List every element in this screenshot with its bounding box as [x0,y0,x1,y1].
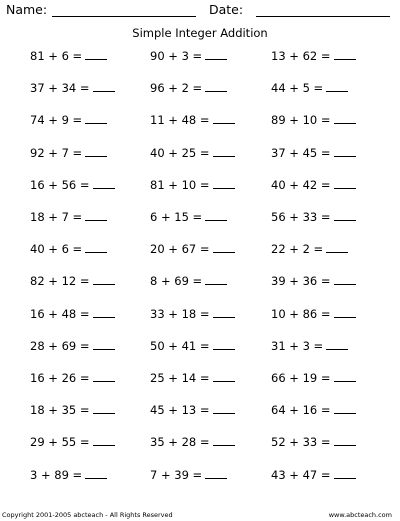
problem-text: 29 + 55 = [30,435,90,450]
problem [150,371,235,385]
answer-blank[interactable] [205,468,227,479]
answer-blank[interactable] [93,81,115,92]
answer-blank[interactable] [85,49,107,60]
problem [150,242,235,256]
answer-blank[interactable] [213,339,235,350]
problem [271,113,356,127]
problem-row [0,339,400,357]
problem [271,49,356,63]
problem [30,339,115,353]
answer-blank[interactable] [213,435,235,446]
answer-blank[interactable] [85,146,107,157]
answer-blank[interactable] [334,146,356,157]
problem-text: 25 + 14 = [150,371,210,385]
problem-text: 45 + 13 = [150,403,210,418]
problem-text: 37 + 45 = [271,145,331,160]
copyright-text: Copyright 2001-2005 abcteach - All Rights Reserved [2,511,173,519]
problem-text: 92 + 7 = [30,145,83,160]
site-url: www.abcteach.com [328,511,392,519]
problem [150,403,235,417]
problem-text: 37 + 34 = [30,81,90,96]
answer-blank[interactable] [334,178,356,189]
answer-blank[interactable] [334,468,356,479]
problem [30,81,115,95]
worksheet-title: Simple Integer Addition [132,26,268,40]
problem [271,81,348,95]
problem-text: 43 + 47 = [271,467,331,482]
problem-row [0,178,400,196]
problem-text: 6 + 15 = [150,210,203,224]
problem [30,307,115,321]
problem-row [0,242,400,260]
answer-blank[interactable] [334,435,356,446]
problem [30,146,107,160]
problem-text: 33 + 18 = [150,306,210,321]
problem-text: 40 + 25 = [150,145,210,160]
problem [150,210,227,224]
problem-text: 50 + 41 = [150,338,210,353]
problem [30,242,107,256]
answer-blank[interactable] [93,178,115,189]
answer-blank[interactable] [326,339,348,350]
date-label: Date: [209,2,244,17]
problem-text: 16 + 48 = [30,306,90,321]
answer-blank[interactable] [213,403,235,414]
header [6,2,394,20]
problem-text: 35 + 28 = [150,435,210,450]
problem [271,468,356,482]
problem-text: 10 + 86 = [271,306,331,321]
problem-row [0,371,400,389]
problem [271,435,356,449]
answer-blank[interactable] [213,146,235,157]
problem-text: 56 + 33 = [271,210,331,224]
answer-blank[interactable] [205,49,227,60]
problem [150,274,227,288]
problem-text: 18 + 7 = [30,210,83,224]
answer-blank[interactable] [85,113,107,124]
answer-blank[interactable] [334,371,356,382]
answer-blank[interactable] [93,403,115,414]
problem-row [0,307,400,325]
problem-text: 81 + 10 = [150,177,210,192]
answer-blank[interactable] [213,178,235,189]
problem [30,274,115,288]
problem [150,178,235,192]
problem [150,113,235,127]
problem-row [0,146,400,164]
problem-row [0,403,400,421]
problem [150,49,227,63]
problem [150,468,227,482]
answer-blank[interactable] [93,307,115,318]
answer-blank[interactable] [334,49,356,60]
problem-text: 20 + 67 = [150,242,210,257]
problem-row [0,49,400,67]
problem-text: 74 + 9 = [30,113,83,128]
name-label: Name: [6,2,48,17]
problem [150,307,235,321]
problem-text: 40 + 6 = [30,242,83,257]
answer-blank[interactable] [93,371,115,382]
problem-text: 82 + 12 = [30,274,90,289]
problem-text: 52 + 33 = [271,435,331,450]
problem-text: 64 + 16 = [271,403,331,418]
problem-text: 81 + 6 = [30,49,83,63]
problem-text: 3 + 89 = [30,467,83,482]
answer-blank[interactable] [85,468,107,479]
problem-row [0,435,400,453]
answer-blank[interactable] [93,274,115,285]
date-line[interactable] [256,16,390,17]
problem [30,435,115,449]
problem [150,339,235,353]
answer-blank[interactable] [334,307,356,318]
problem [30,113,107,127]
problem [30,178,115,192]
problem-text: 8 + 69 = [150,274,203,289]
answer-blank[interactable] [205,210,227,221]
answer-blank[interactable] [213,242,235,253]
problem [150,146,235,160]
problem-row [0,81,400,99]
problem-row [0,274,400,292]
problem [30,403,115,417]
problem [271,307,356,321]
problem-text: 66 + 19 = [271,371,331,385]
problem [150,81,227,95]
answer-blank[interactable] [85,242,107,253]
problem-text: 28 + 69 = [30,338,90,353]
answer-blank[interactable] [205,274,227,285]
problem-text: 44 + 5 = [271,81,324,96]
answer-blank[interactable] [85,210,107,221]
problem-text: 16 + 56 = [30,177,90,192]
answer-blank[interactable] [334,210,356,221]
name-line[interactable] [52,16,196,17]
answer-blank[interactable] [326,242,348,253]
problem-row [0,468,400,486]
problem-text: 96 + 2 = [150,81,203,96]
problem-text: 16 + 26 = [30,371,90,385]
problem-text: 22 + 2 = [271,242,324,257]
problem [30,49,107,63]
answer-blank[interactable] [334,403,356,414]
problem-text: 31 + 3 = [271,338,324,353]
answer-blank[interactable] [93,339,115,350]
problem-text: 7 + 39 = [150,467,203,482]
problem-text: 11 + 48 = [150,113,210,128]
answer-blank[interactable] [334,113,356,124]
problem [150,435,235,449]
problem [271,210,356,224]
problem [271,339,348,353]
problem-text: 40 + 42 = [271,177,331,192]
problem [271,178,356,192]
footer [0,511,400,521]
problem [271,146,356,160]
problem [271,274,356,288]
problem-row [0,210,400,228]
problem [271,242,348,256]
answer-blank[interactable] [334,274,356,285]
problem [271,403,356,417]
problem [30,371,115,385]
problem [30,468,107,482]
answer-blank[interactable] [213,307,235,318]
problem-row [0,113,400,131]
answer-blank[interactable] [205,81,227,92]
problem [30,210,107,224]
answer-blank[interactable] [326,81,348,92]
answer-blank[interactable] [213,113,235,124]
problem-text: 18 + 35 = [30,403,90,418]
problem-text: 13 + 62 = [271,49,331,63]
answer-blank[interactable] [93,435,115,446]
answer-blank[interactable] [213,371,235,382]
problem-text: 39 + 36 = [271,274,331,289]
problem-text: 89 + 10 = [271,113,331,128]
problem [271,371,356,385]
problem-text: 90 + 3 = [150,49,203,63]
